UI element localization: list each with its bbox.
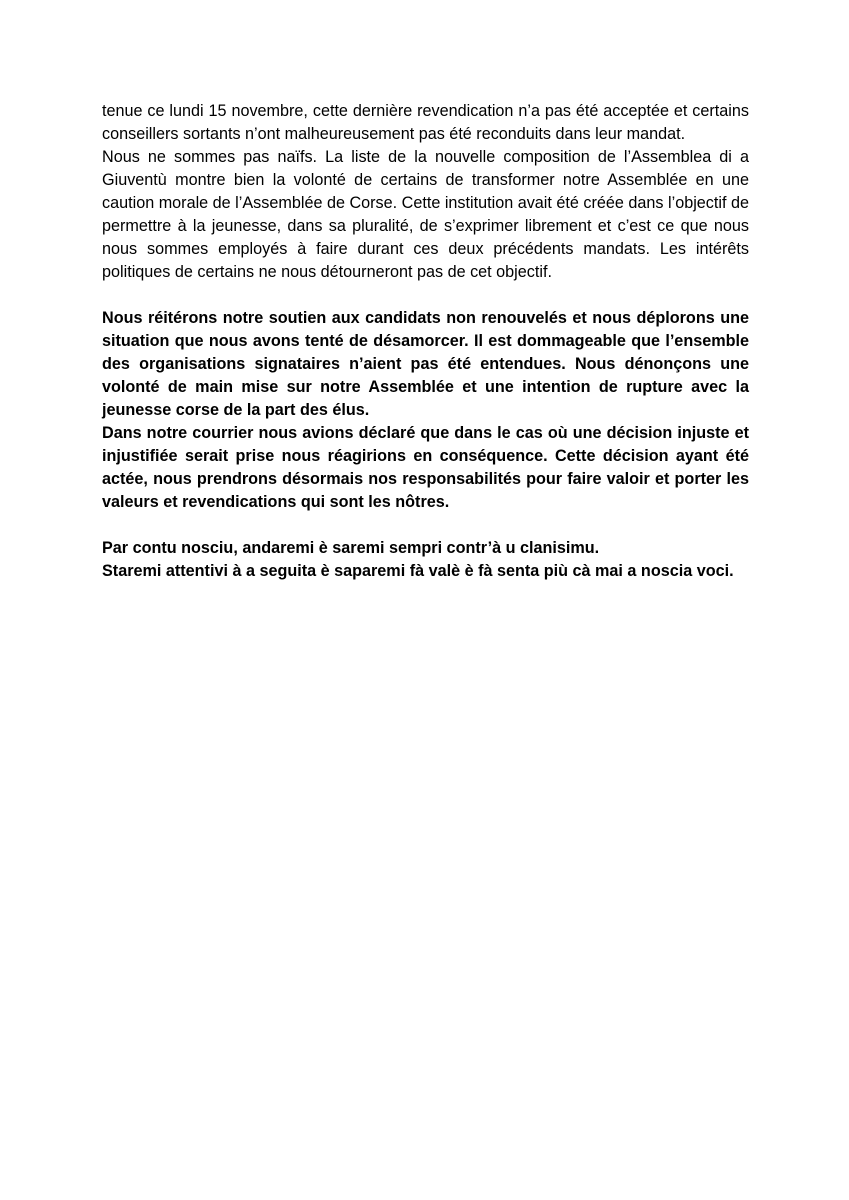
paragraph-support: Nous réitérons notre soutien aux candidats non renouvelés et nous déplorons une situation que nous avons tenté de désamorcer. Il est dommageable que l’ensemble des organisations signataires n’aient pas été entendues. Nous dénonçons une volonté de main mise sur notre Assemblée et une intention de rupture avec la jeunesse corse de la part des élus. xyxy=(102,309,749,419)
paragraph-letter: Dans notre courrier nous avions déclaré que dans le cas où une décision injuste et injustifiée serait prise nous réagirions en conséquence. Cette décision ayant été actée, nous prendrons désormais nos responsabilités pour faire valoir et porter les valeurs et revendications qui sont les nôtres. xyxy=(102,424,749,511)
section-intro xyxy=(102,100,749,284)
paragraph-clanisimu: Par contu nosciu, andaremi è saremi sempri contr’à u clanisimu. xyxy=(102,539,600,557)
section-corsican-closing xyxy=(102,537,749,583)
paragraph-spacer xyxy=(102,514,749,537)
paragraph-spacer xyxy=(102,284,749,307)
document-page xyxy=(102,100,749,583)
paragraph-voci: Staremi attentivi à a seguita è saparemi fà valè è fà senta più cà mai a noscia voci. xyxy=(102,562,734,580)
paragraph-not-naive: Nous ne sommes pas naïfs. La liste de la nouvelle composition de l’Assemblea di a Giuventù montre bien la volonté de certains de transformer notre Assemblée en une caution morale de l’Assemblée de Corse. Cette institution avait été créée dans l’objectif de permettre à la jeunesse, dans sa pluralité, de s’exprimer librement et c’est ce que nous nous sommes employés à faire durant ces deux précédents mandats. Les intérêts politiques de certains ne nous détourneront pas de cet objectif. xyxy=(102,148,749,281)
section-statement xyxy=(102,307,749,514)
paragraph-meeting-outcome: tenue ce lundi 15 novembre, cette dernière revendication n’a pas été acceptée et certains conseillers sortants n’ont malheureusement pas été reconduits dans leur mandat. xyxy=(102,102,749,143)
